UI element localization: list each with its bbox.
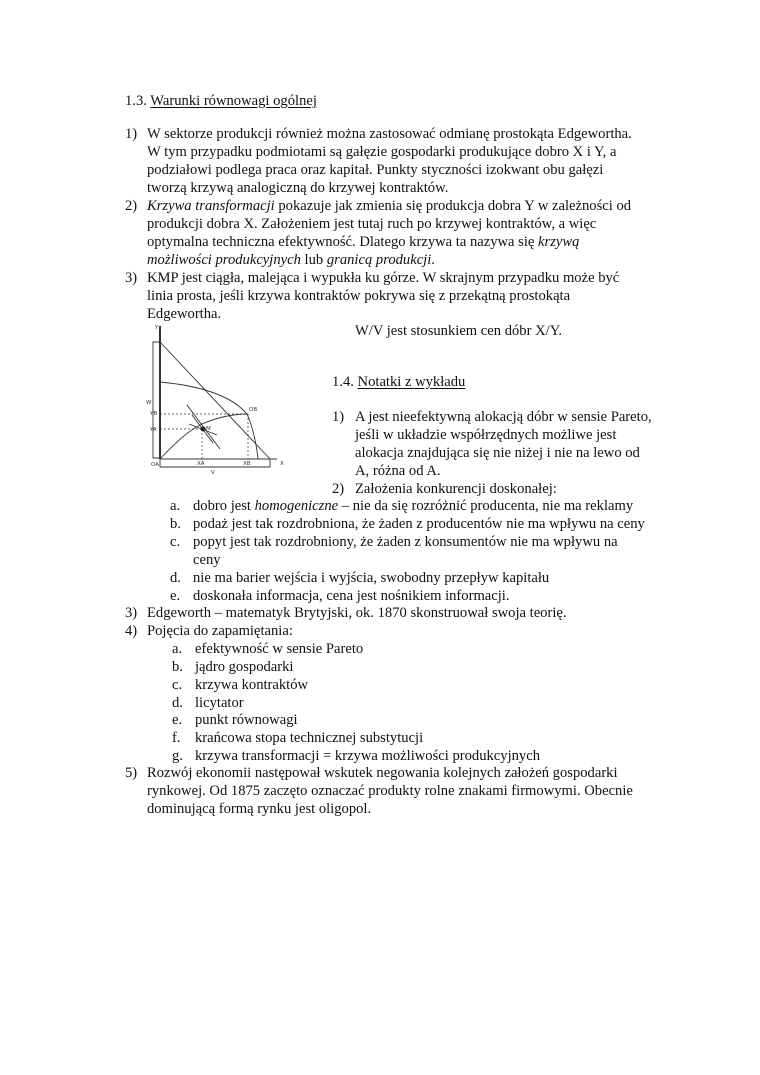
list-item-continuation: ceny <box>193 552 221 568</box>
list-item: doskonała informacja, cena jest nośnikiem informacji. <box>193 588 510 604</box>
paragraph-line: Rozwój ekonomii następował wskutek negowania kolejnych założeń gospodarki <box>147 765 618 781</box>
text-span: – nie da się rozróżnić producenta, nie ma reklamy <box>338 498 634 514</box>
m-label: M <box>206 426 211 432</box>
list-item: krzywa kontraktów <box>195 677 309 693</box>
section-1-4-heading <box>332 373 465 391</box>
list-item: popyt jest tak rozdrobniony, że żaden z konsumentów nie ma wpływu na <box>193 534 618 550</box>
xb-label: XB <box>243 461 251 467</box>
list-letter: e. <box>170 588 181 604</box>
text-span: lub <box>300 252 327 268</box>
xa-label: XA <box>197 461 205 467</box>
paragraph-line: podziałowi podlega praca oraz kapitał. Punkty styczności izokwant obu gałęzi <box>147 162 604 178</box>
paragraph-line: rynkowej. Od 1875 zaczęto oznaczać produkty rolne znakami firmowymi. Obecnie <box>147 783 633 799</box>
list-letter: g. <box>172 748 183 764</box>
paragraph-line: produkcji dobra X. Założeniem jest tutaj ruch po krzywej kontraktów, a więc <box>147 216 597 232</box>
paragraph-line: Edgeworth – matematyk Brytyjski, ok. 1870 skonstruował swoja teorię. <box>147 605 567 621</box>
paragraph-line: Pojęcia do zapamiętania: <box>147 623 293 639</box>
ob-label: OB <box>249 407 258 413</box>
paragraph-line: tworzą krzywą analogiczną do krzywej kontraktów. <box>147 180 449 196</box>
list-letter: a. <box>170 498 181 514</box>
w-label: W <box>146 400 152 406</box>
yb-label: YB <box>150 411 158 417</box>
list-letter: e. <box>172 712 183 728</box>
list-number: 4) <box>125 623 138 639</box>
y-axis-label: Y <box>155 325 159 331</box>
list-letter: a. <box>172 641 183 657</box>
list-letter: c. <box>172 677 183 693</box>
italic-term: granicą produkcji <box>326 252 432 268</box>
list-number: 2) <box>125 198 138 214</box>
list-letter: d. <box>172 695 183 711</box>
v-label: V <box>211 470 215 476</box>
paragraph-line: KMP jest ciągła, malejąca i wypukła ku górze. W skrajnym przypadku może być <box>147 270 620 286</box>
text-span: dobro jest <box>193 498 255 514</box>
price-ratio-note: W/V jest stosunkiem cen dóbr X/Y. <box>355 323 562 339</box>
list-number: 5) <box>125 765 138 781</box>
italic-term: homogeniczne <box>254 498 339 514</box>
paragraph-line <box>147 233 579 251</box>
list-item: nie ma barier wejścia i wyjścia, swobodny przepływ kapitału <box>193 570 550 586</box>
list-letter: b. <box>170 516 181 532</box>
list-item: podaż jest tak rozdrobniona, że żaden z producentów nie ma wpływu na ceny <box>193 516 645 532</box>
list-number: 1) <box>125 126 138 142</box>
italic-term: możliwości produkcyjnych <box>147 252 301 268</box>
paragraph-line <box>147 197 631 215</box>
text-span: pokazuje jak zmienia się produkcja dobra Y w zależności od <box>274 198 632 214</box>
oa-label: OA <box>151 462 159 468</box>
list-item: jądro gospodarki <box>195 659 294 675</box>
text-span: optymalna techniczna efektywność. Dlatego krzywa ta nazywa się <box>147 234 539 250</box>
list-letter: c. <box>170 534 181 550</box>
list-number: 1) <box>332 409 345 425</box>
section-number: 1.4. <box>332 374 354 390</box>
paragraph-line: jeśli w układzie współrzędnych możliwe jest <box>355 427 617 443</box>
paragraph-line: Założenia konkurencji doskonałej: <box>355 481 557 497</box>
list-item: krzywa transformacji = krzywa możliwości produkcyjnych <box>195 748 540 764</box>
paragraph-line: A jest nieefektywną alokacją dóbr w sensie Pareto, <box>355 409 652 425</box>
paragraph-line: W tym przypadku podmiotami są gałęzie gospodarki produkujące dobro X i Y, a <box>147 144 617 160</box>
italic-term: Krzywa transformacji <box>147 198 275 214</box>
section-title: Notatki z wykładu <box>357 374 466 390</box>
list-letter: f. <box>172 730 181 746</box>
list-item: licytator <box>195 695 244 711</box>
list-number: 3) <box>125 605 138 621</box>
italic-term: krzywą <box>538 234 580 250</box>
ya-label: YA <box>150 427 157 433</box>
edgeworth-transformation-diagram <box>145 322 295 482</box>
list-item: efektywność w sensie Pareto <box>195 641 364 657</box>
x-axis-label: X <box>280 461 284 467</box>
list-letter: d. <box>170 570 181 586</box>
section-title: Warunki równowagi ogólnej <box>150 93 317 109</box>
paragraph-line: A, różna od A. <box>355 463 441 479</box>
paragraph-line: dominującą formą rynku jest oligopol. <box>147 801 372 817</box>
text-span: . <box>431 252 435 268</box>
list-number: 3) <box>125 270 138 286</box>
paragraph-line <box>147 251 435 269</box>
list-item: krańcowa stopa technicznej substytucji <box>195 730 424 746</box>
paragraph-line: alokacja znajdująca się nie niżej i nie na lewo od <box>355 445 640 461</box>
list-number: 2) <box>332 481 345 497</box>
section-number: 1.3. <box>125 93 147 109</box>
paragraph-line: Edgewortha. <box>147 306 222 322</box>
paragraph-line: W sektorze produkcji również można zastosować odmianę prostokąta Edgewortha. <box>147 126 632 142</box>
paragraph-line: linia prosta, jeśli krzywa kontraktów pokrywa się z przekątną prostokąta <box>147 288 571 304</box>
list-letter: b. <box>172 659 183 675</box>
section-1-3-heading <box>125 92 317 110</box>
list-item <box>193 497 633 515</box>
list-item: punkt równowagi <box>195 712 298 728</box>
